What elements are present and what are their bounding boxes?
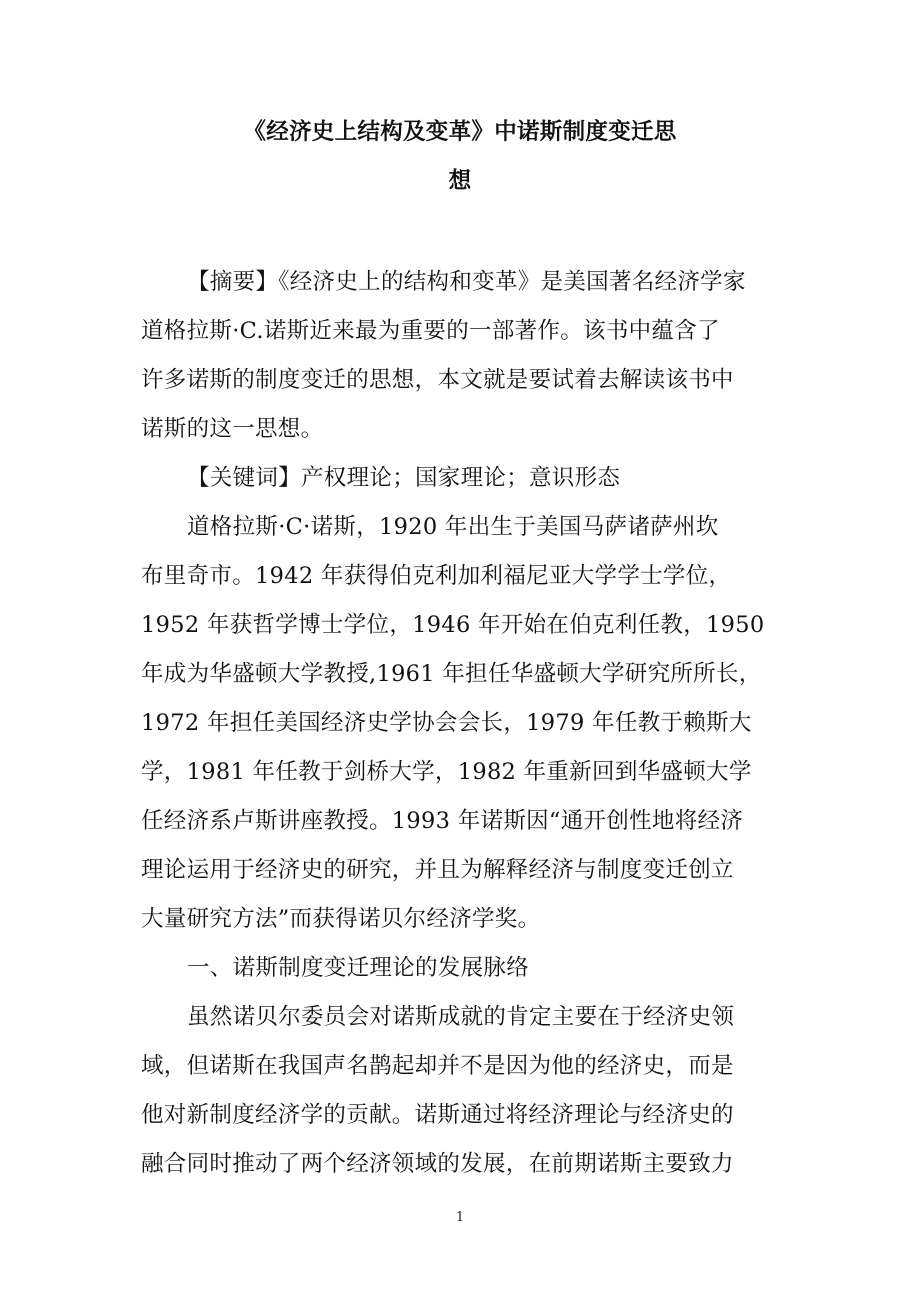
bio-line: 理论运用于经济史的研究，并且为解释经济与制度变迁创立 — [141, 857, 734, 883]
document-title — [120, 108, 800, 206]
title-line: 《经济史上结构及变革》中诺斯制度变迁思 — [243, 119, 677, 145]
abstract-line: 道格拉斯·C.诺斯近来最为重要的一部著作。该书中蕴含了 — [141, 318, 720, 344]
section-paragraph — [141, 993, 791, 1189]
keywords-line: 【关键词】产权理论；国家理论；意识形态 — [187, 465, 621, 491]
section-line: 虽然诺贝尔委员会对诺斯成就的肯定主要在于经济史领 — [187, 1004, 735, 1030]
abstract-line: 许多诺斯的制度变迁的思想，本文就是要试着去解读该书中 — [141, 367, 734, 393]
section-heading — [141, 944, 791, 993]
bio-line: 大量研究方法”而获得诺贝尔经济学奖。 — [141, 906, 541, 932]
bio-line: 1952 年获哲学博士学位，1946 年开始在伯克利任教，1950 — [141, 612, 765, 638]
keywords-paragraph — [141, 454, 791, 503]
bio-line: 年成为华盛顿大学教授,1961 年担任华盛顿大学研究所所长， — [141, 661, 762, 687]
abstract-line: 诺斯的这一思想。 — [141, 416, 324, 442]
bio-line: 布里奇市。1942 年获得伯克利加利福尼亚大学学士学位， — [141, 563, 732, 589]
section-heading-text: 一、诺斯制度变迁理论的发展脉络 — [187, 955, 530, 981]
section-line: 融合同时推动了两个经济领域的发展，在前期诺斯主要致力 — [141, 1151, 734, 1177]
bio-line: 学，1981 年任教于剑桥大学，1982 年重新回到华盛顿大学 — [141, 759, 752, 785]
section-line: 他对新制度经济学的贡献。诺斯通过将经济理论与经济史的 — [141, 1102, 734, 1128]
document-body — [141, 258, 791, 1189]
abstract-line: 【摘要】《经济史上的结构和变革》是美国著名经济学家 — [187, 269, 746, 295]
biography-paragraph — [141, 503, 791, 944]
bio-line: 任经济系卢斯讲座教授。1993 年诺斯因“通开创性地将经济 — [141, 808, 744, 834]
bio-line: 道格拉斯·C·诺斯，1920 年出生于美国马萨诸萨州坎 — [187, 514, 719, 540]
title-line: 想 — [448, 168, 472, 194]
page-number: 1 — [455, 1210, 465, 1225]
abstract-paragraph — [141, 258, 791, 454]
bio-line: 1972 年担任美国经济史学协会会长，1979 年任教于赖斯大 — [141, 710, 752, 736]
section-line: 域，但诺斯在我国声名鹊起却并不是因为他的经济史，而是 — [141, 1053, 734, 1079]
